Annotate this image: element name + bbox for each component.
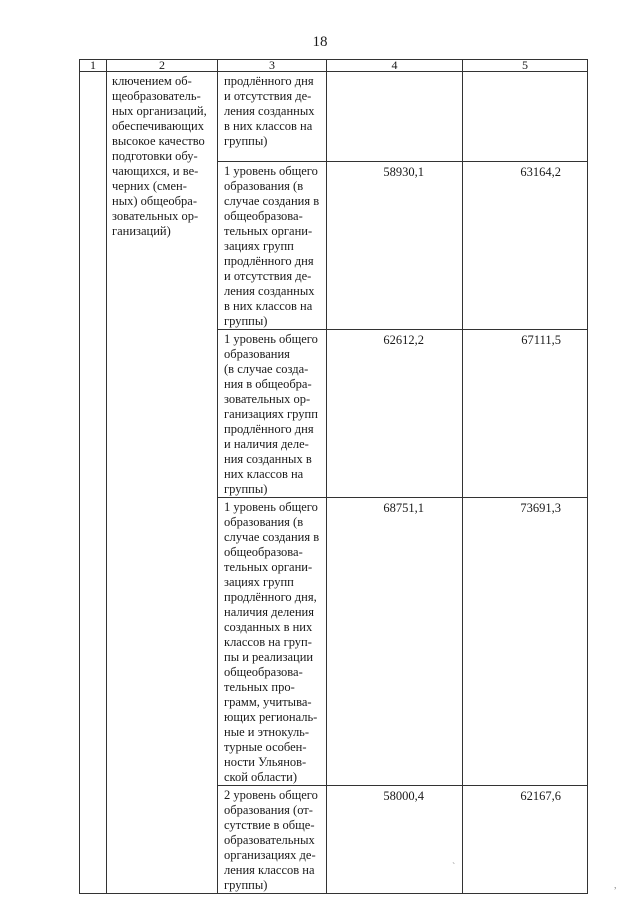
col3-line: ные и этнокуль- xyxy=(224,725,310,739)
scan-speck: ` xyxy=(452,862,456,873)
col3-line: группы) xyxy=(224,314,268,328)
col4-cell: 58000,4 xyxy=(327,786,463,894)
col3-line: них классов на xyxy=(224,467,304,481)
col3-line: ганизациях групп xyxy=(224,407,318,421)
col2-line: ганизаций) xyxy=(112,224,171,238)
table-header-row xyxy=(80,60,588,72)
col2-line: ных) общеобра- xyxy=(112,194,197,208)
col3-line: 1 уровень общего xyxy=(224,500,318,514)
col3-line: продлённого дня xyxy=(224,74,314,88)
col3-line: ности Ульянов- xyxy=(224,755,307,769)
col3-line: и отсутствия де- xyxy=(224,269,312,283)
col3-line: ления созданных xyxy=(224,104,315,118)
col3-line: 1 уровень общего xyxy=(224,332,318,346)
col3-line: созданных в них xyxy=(224,620,313,634)
col3-line: 1 уровень общего xyxy=(224,164,318,178)
col3-line: ния созданных в xyxy=(224,452,312,466)
col3-line: сутствие в обще- xyxy=(224,818,315,832)
col5-cell: 63164,2 xyxy=(463,162,588,330)
col3-line: грамм, учитыва- xyxy=(224,695,312,709)
col3-line: общеобразова- xyxy=(224,209,303,223)
col3-line: наличия деления xyxy=(224,605,314,619)
col3-line: общеобразова- xyxy=(224,545,303,559)
col2-line: обеспечивающих xyxy=(112,119,204,133)
col3-line: случае создания в xyxy=(224,194,320,208)
col3-line: организациях де- xyxy=(224,848,316,862)
col3-line: группы) xyxy=(224,878,268,892)
col3-line: в них классов на xyxy=(224,299,313,313)
col2-cell xyxy=(107,72,218,894)
col3-line: тельных про- xyxy=(224,680,295,694)
col3-line: группы) xyxy=(224,482,268,496)
col3-line: зовательных ор- xyxy=(224,392,311,406)
col3-line: в них классов на xyxy=(224,119,313,133)
col3-line: ющих региональ- xyxy=(224,710,318,724)
col3-line: образования (в xyxy=(224,179,304,193)
col2-line: щеобразователь- xyxy=(112,89,201,103)
col3-line: пы и реализации xyxy=(224,650,314,664)
col2-line: чающихся, и ве- xyxy=(112,164,199,178)
col3-line: тельных органи- xyxy=(224,224,313,238)
scan-speck: , xyxy=(614,880,617,891)
col3-line: образовательных xyxy=(224,833,315,847)
col3-cell xyxy=(218,162,327,330)
col5-cell: 67111,5 xyxy=(463,330,588,498)
col2-line: черних (смен- xyxy=(112,179,187,193)
col3-line: ния в общеобра- xyxy=(224,377,312,391)
col4-cell xyxy=(327,72,463,162)
col5-cell xyxy=(463,72,588,162)
header-cell-5: 5 xyxy=(463,60,588,72)
col3-line: тельных органи- xyxy=(224,560,313,574)
table-row xyxy=(80,72,588,162)
col3-line: группы) xyxy=(224,134,268,148)
header-cell-2: 2 xyxy=(107,60,218,72)
col2-line: высокое качество xyxy=(112,134,205,148)
col3-line: зациях групп xyxy=(224,239,294,253)
col3-line: зациях групп xyxy=(224,575,294,589)
col3-line: 2 уровень общего xyxy=(224,788,318,802)
col3-line: ления классов на xyxy=(224,863,315,877)
col4-cell: 58930,1 xyxy=(327,162,463,330)
col3-line: случае создания в xyxy=(224,530,320,544)
col3-line: продлённого дня xyxy=(224,422,314,436)
col2-line: ключением об- xyxy=(112,74,192,88)
header-cell-4: 4 xyxy=(327,60,463,72)
col3-line: классов на груп- xyxy=(224,635,312,649)
col3-line: турные особен- xyxy=(224,740,307,754)
col4-cell: 68751,1 xyxy=(327,498,463,786)
data-table xyxy=(79,59,588,894)
col2-line: ных организаций, xyxy=(112,104,207,118)
col1-cell xyxy=(80,72,107,894)
col3-line: образования (в xyxy=(224,515,304,529)
col3-cell xyxy=(218,786,327,894)
col3-line: и отсутствия де- xyxy=(224,89,312,103)
col3-cell xyxy=(218,72,327,162)
col3-line: образования (от- xyxy=(224,803,313,817)
col3-line: ской области) xyxy=(224,770,297,784)
col2-line: зовательных ор- xyxy=(112,209,199,223)
col4-cell: 62612,2 xyxy=(327,330,463,498)
col3-line: ления созданных xyxy=(224,284,315,298)
page-number: 18 xyxy=(312,34,328,50)
col2-line: подготовки обу- xyxy=(112,149,198,163)
header-cell-1: 1 xyxy=(80,60,107,72)
col3-line: образования xyxy=(224,347,290,361)
col5-cell: 62167,6 xyxy=(463,786,588,894)
col3-line: и наличия деле- xyxy=(224,437,309,451)
col3-line: общеобразова- xyxy=(224,665,303,679)
col5-cell: 73691,3 xyxy=(463,498,588,786)
col3-line: продлённого дня, xyxy=(224,590,317,604)
col3-line: (в случае созда- xyxy=(224,362,309,376)
header-cell-3: 3 xyxy=(218,60,327,72)
col3-cell xyxy=(218,498,327,786)
col3-line: продлённого дня xyxy=(224,254,314,268)
col3-cell xyxy=(218,330,327,498)
